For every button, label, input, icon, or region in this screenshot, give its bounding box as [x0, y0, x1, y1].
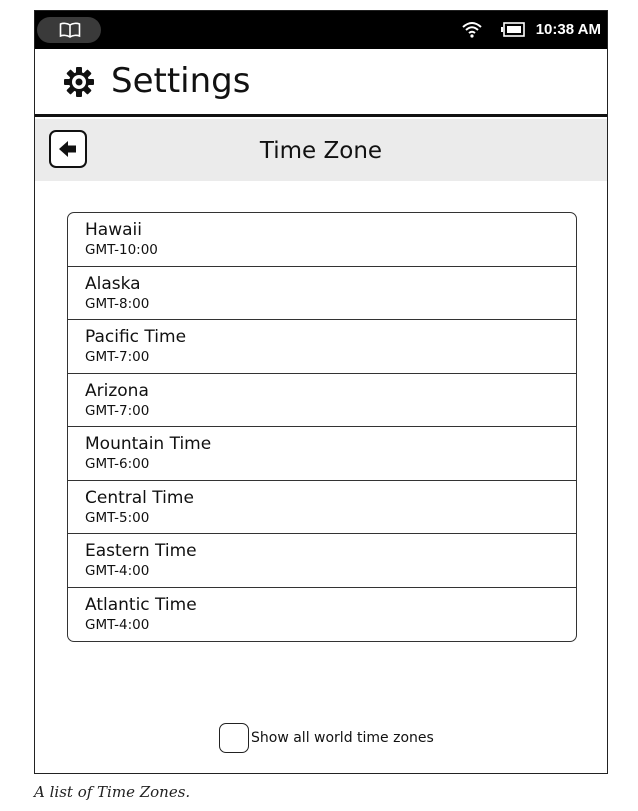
time-zone-name: Arizona: [85, 380, 149, 401]
show-world-time-zones-toggle[interactable]: [219, 723, 434, 753]
time-zone-offset: GMT-4:00: [85, 563, 150, 579]
time-zone-name: Mountain Time: [85, 434, 212, 454]
subheader: [35, 119, 607, 181]
show-world-time-zones-label: Show all world time zones: [251, 730, 434, 746]
time-zone-item[interactable]: [68, 588, 576, 642]
figure-caption: A list of Time Zones.: [34, 783, 191, 801]
time-zone-offset: GMT-8:00: [85, 295, 150, 312]
time-zone-name: Eastern Time: [85, 541, 197, 561]
time-zone-offset: GMT-10:00: [85, 242, 158, 258]
show-world-time-zones-checkbox[interactable]: [219, 723, 249, 753]
time-zone-item[interactable]: [68, 374, 576, 428]
time-zone-item[interactable]: [68, 213, 576, 267]
time-zone-item[interactable]: [68, 534, 576, 588]
time-zone-name: Atlantic Time: [85, 594, 197, 615]
device-screen: [34, 10, 608, 774]
time-zone-item[interactable]: [68, 267, 576, 321]
page-title: Settings: [111, 61, 251, 101]
app-header: [35, 49, 607, 117]
time-zone-name: Pacific Time: [85, 327, 187, 347]
gear-icon: [63, 66, 95, 98]
section-title: Time Zone: [259, 138, 383, 164]
time-zone-item[interactable]: [68, 481, 576, 535]
time-zone-list: [67, 212, 577, 642]
time-zone-name: Alaska: [85, 273, 141, 294]
battery-icon: [501, 22, 525, 37]
time-zone-item[interactable]: [68, 427, 576, 481]
time-zone-offset: GMT-7:00: [85, 349, 150, 365]
book-icon: [59, 22, 81, 38]
status-clock: 10:38 AM: [535, 21, 601, 38]
time-zone-offset: GMT-4:00: [85, 616, 150, 633]
time-zone-offset: GMT-7:00: [85, 402, 150, 419]
time-zone-offset: GMT-6:00: [85, 456, 150, 472]
time-zone-item[interactable]: [68, 320, 576, 374]
time-zone-name: Hawaii: [85, 220, 142, 240]
library-tab[interactable]: [37, 17, 101, 43]
time-zone-offset: GMT-5:00: [85, 509, 150, 526]
time-zone-name: Central Time: [85, 487, 194, 508]
wifi-icon: [461, 20, 483, 38]
status-bar: [35, 11, 607, 49]
